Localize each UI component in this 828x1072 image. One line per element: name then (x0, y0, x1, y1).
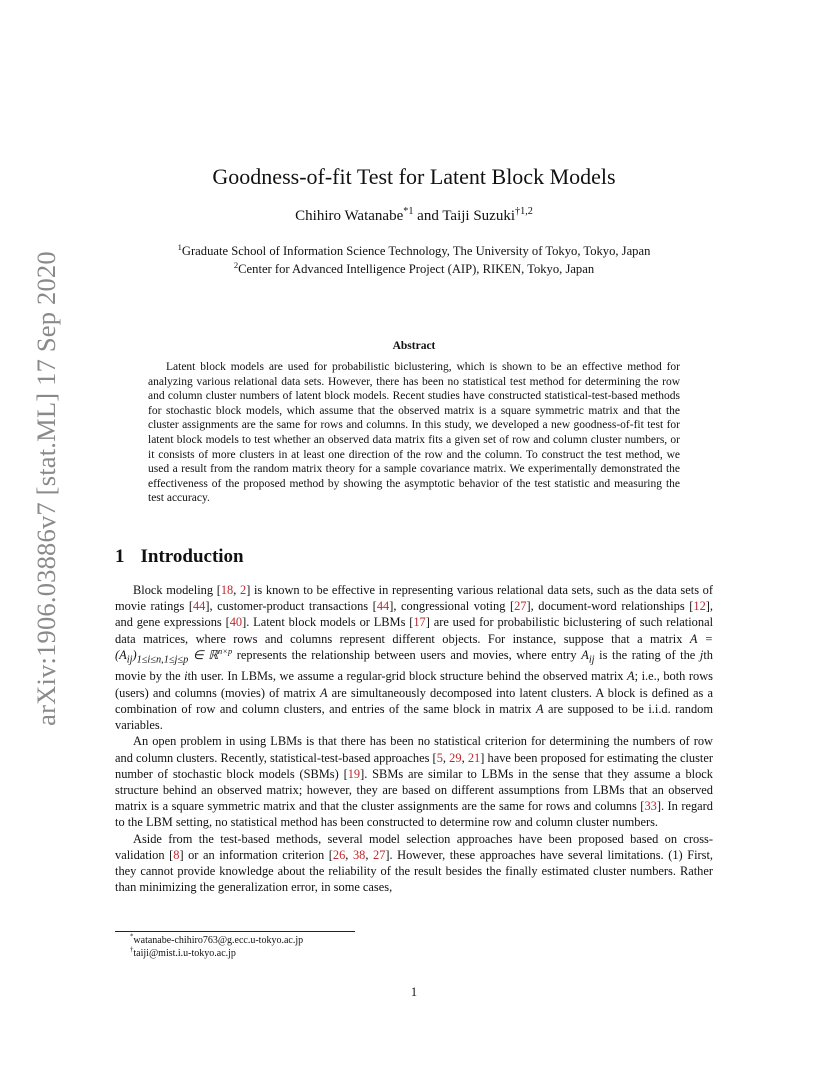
footnote-rule (115, 931, 355, 932)
text-span: ] or an information criterion [ (179, 847, 333, 862)
body-text (115, 582, 713, 895)
author-2: Taiji Suzuki (442, 208, 516, 224)
text-span: ], and gene expressions [ (115, 599, 713, 630)
math-sub: ij (126, 654, 133, 666)
text-span: are simultaneously decomposed into latent clusters. A block is defined as a combination of row and column clusters, and entries of the same block in matrix (115, 685, 713, 716)
text-span: th movie by the (115, 647, 713, 684)
affiliation-2 (115, 259, 713, 277)
affiliation-2-text: Center for Advanced Intelligence Project (AIP), RIKEN, Tokyo, Japan (238, 262, 595, 276)
affiliation-1 (115, 241, 713, 259)
citation-link[interactable]: 8 (173, 847, 180, 862)
authors-and: and (413, 208, 443, 224)
text-span: ] is known to be effective in representing various relational data sets, such as the data sets of movie ratings [ (115, 583, 713, 614)
math-inline: j (699, 647, 704, 662)
author-1-sup: *1 (403, 206, 414, 217)
citation-link[interactable]: 44 (192, 599, 206, 614)
text-span: Block modeling [ (133, 583, 221, 597)
citation-link[interactable]: 18 (220, 583, 234, 597)
arxiv-id: arXiv:1906.03886v7 [stat.ML] 17 Sep 2020 (30, 250, 61, 726)
text-span: ], customer-product transactions [ (205, 599, 377, 614)
section-heading (115, 546, 244, 568)
affiliation-1-text: Graduate School of Information Science Technology, The University of Tokyo, Tokyo, Japan (181, 244, 651, 258)
citation-link[interactable]: 26 (332, 847, 346, 862)
abstract-heading: Abstract (392, 340, 436, 352)
text-span: ]. SBMs are similar to LBMs in the sense that they assume a block structure behind an observed matrix; however, they are based on different assumptions from LBMs that an observed matrix is a square symmetric matrix and that the cluster assignments are the same for rows and columns [ (115, 766, 714, 814)
page-number: 1 (410, 985, 418, 999)
citation-link[interactable]: 17 (413, 615, 426, 630)
citation-link[interactable]: 12 (693, 599, 706, 614)
text-span: ]. In regard to the LBM setting, no statistical method has been constructed to determine row and column cluster numbers. (115, 799, 713, 830)
math-sub: ij (588, 654, 595, 666)
citation-link[interactable]: 29 (449, 750, 462, 765)
section-title: Introduction (140, 546, 244, 567)
citation-link[interactable]: 21 (467, 750, 481, 765)
text-span: th user. In LBMs, we assume a regular-grid block structure behind the observed matrix (187, 669, 628, 684)
citation-link[interactable]: 33 (644, 799, 657, 814)
footnote-2-mark: † (130, 946, 134, 954)
text-span: , (345, 847, 353, 862)
paragraph-1 (115, 582, 713, 733)
text-span: , (461, 750, 468, 765)
text-span: ], document-word relationships [ (526, 599, 694, 614)
math-part: ∈ ℝ (188, 647, 219, 662)
math-part: ) (132, 647, 137, 662)
text-span: ] have been proposed for estimating the cluster number of stochastic block models (SBMs) [ (115, 750, 713, 781)
text-span: , (442, 750, 450, 765)
author-1: Chihiro Watanabe (295, 208, 404, 224)
author-2-sup: †1,2 (515, 206, 533, 217)
math-sup: n×p (218, 645, 233, 656)
paper-title: Goodness-of-fit Test for Latent Block Models (212, 164, 616, 189)
footnote-2-email: taiji@mist.i.u-tokyo.ac.jp (133, 948, 236, 959)
footnote-1 (130, 935, 303, 946)
citation-link[interactable]: 27 (373, 847, 386, 862)
text-span: ], congressional voting [ (389, 599, 515, 614)
abstract-text: Latent block models are used for probabilistic biclustering, which is shown to be an effective method for analyzing various relational data sets. However, there has been no statistical test method for determining the row and column cluster numbers of latent block models. Recent studies have constructed statistical-test-based methods for stochastic block models, which assume that the observed matrix is a square symmetric matrix and that the cluster assignments are the same for rows and columns. In this study, we developed a new goodness-of-fit test for latent block models to test whether an observed data matrix fits a given set of row and column cluster numbers, or it consists of more clusters in at least one direction of the row and the column. To construct the test method, we used a result from the random matrix theory for a sample covariance matrix. We experimentally demonstrated the effectiveness of the proposed method by showing the asymptotic behavior of the test statistic and measuring the test accuracy. (148, 361, 680, 505)
math-inline: A (536, 701, 544, 716)
math-inline (581, 647, 595, 666)
math-inline: A (319, 685, 328, 700)
paragraph-2 (115, 733, 713, 830)
paragraph-3 (115, 831, 713, 896)
citation-link[interactable]: 27 (514, 599, 527, 614)
footnote-1-mark: * (130, 933, 134, 941)
footnote-1-email: watanabe-chihiro763@g.ecc.u-tokyo.ac.jp (133, 935, 304, 946)
citation-link[interactable]: 44 (376, 599, 390, 614)
text-span: , (233, 583, 240, 597)
section-number: 1 (115, 546, 125, 567)
text-span: ] are used for probabilistic biclustering of such relational data matrices, where rows and columns represent different objects. For instance, suppose that a matrix (115, 615, 714, 646)
affiliation-1-sup: 1 (177, 241, 182, 252)
text-span: represents the relationship between users and movies, where entry (232, 647, 582, 662)
text-span: ; i.e., both rows (users) and columns (movies) of matrix (115, 669, 713, 700)
math-part: A (581, 647, 589, 662)
text-span: is the rating of the (594, 647, 700, 662)
text-span: are supposed to be i.i.d. random variables. (115, 701, 713, 733)
math-inline: A (627, 669, 635, 684)
affiliation-2-sup: 2 (233, 259, 239, 270)
math-inline: i (184, 669, 188, 684)
math-part: A = (A (115, 631, 713, 662)
authors (115, 208, 713, 225)
citation-link[interactable]: 2 (239, 583, 247, 597)
math-sub: 1≤i≤n,1≤j≤p (136, 654, 189, 666)
arxiv-sidebar (24, 250, 68, 726)
citation-link[interactable]: 40 (229, 615, 243, 630)
text-span: Aside from the test-based methods, several model selection approaches have been proposed based on cross-validation [ (115, 831, 713, 862)
citation-link[interactable]: 19 (347, 766, 361, 781)
citation-link[interactable]: 38 (352, 847, 366, 862)
text-span: ]. Latent block models or LBMs [ (242, 615, 414, 630)
text-span: An open problem in using LBMs is that there has been no statistical criterion for determining the numbers of row and column clusters. Recently, statistical-test-based approaches [ (115, 734, 713, 765)
footnote-2 (130, 948, 236, 959)
citation-link[interactable]: 5 (436, 750, 443, 765)
text-span: ]. However, these approaches have several limitations. (1) First, they cannot provide knowledge about the reliability of the result besides the finally estimated cluster numbers. Rather than minimizing the generalization error, in some cases, (115, 847, 714, 895)
text-span: , (365, 847, 373, 862)
